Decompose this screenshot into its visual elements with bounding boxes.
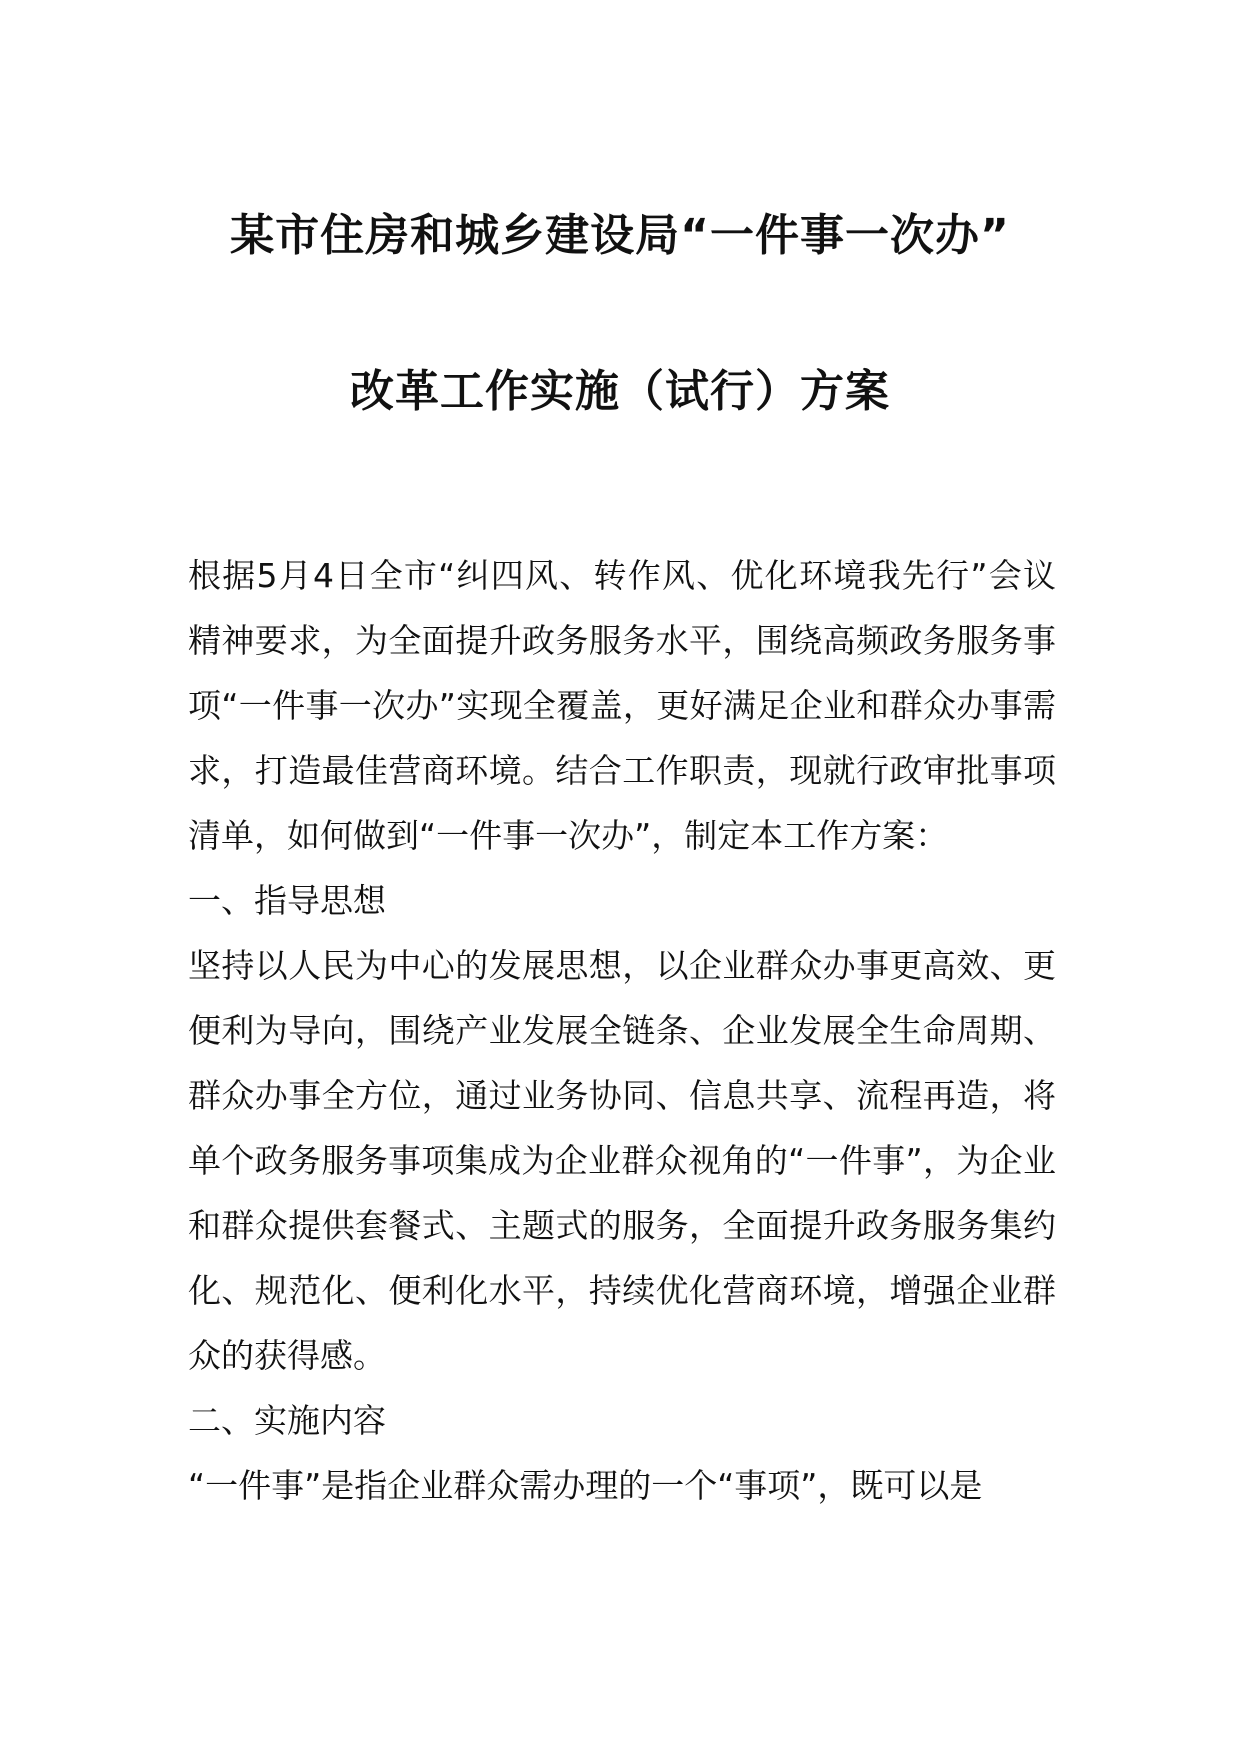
paragraph-guiding-ideology: 坚持以人民为中心的发展思想，以企业群众办事更高效、更便利为导向，围绕产业发展全链条、企业发展全生命周期、群众办事全方位，通过业务协同、信息共享、流程再造，将单个政务服务事项集成为企业群众视角的“一件事”，为企业和群众提供套餐式、主题式的服务，全面提升政务服务集约化、规范化、便利化水平，持续优化营商环境，增强企业群众的获得感。: [188, 946, 1056, 1375]
document-title-line1: 某市住房和城乡建设局“一件事一次办”: [230, 210, 1010, 261]
paragraph-implementation: “一件事”是指企业群众需办理的一个“事项”，既可以是: [188, 1466, 983, 1505]
paragraph-intro: 根据5月4日全市“纠四风、转作风、优化环境我先行”会议精神要求，为全面提升政务服务水平，围绕高频政务服务事项“一件事一次办”实现全覆盖，更好满足企业和群众办事需求，打造最佳营商环境。结合工作职责，现就行政审批事项清单，如何做到“一件事一次办”，制定本工作方案：: [188, 556, 1056, 855]
document-title-line2: 改革工作实施（试行）方案: [350, 366, 890, 417]
section-heading-implementation: 二、实施内容: [188, 1401, 386, 1440]
section-heading-guiding-ideology: 一、指导思想: [188, 881, 386, 920]
document-body: [188, 543, 1056, 1518]
